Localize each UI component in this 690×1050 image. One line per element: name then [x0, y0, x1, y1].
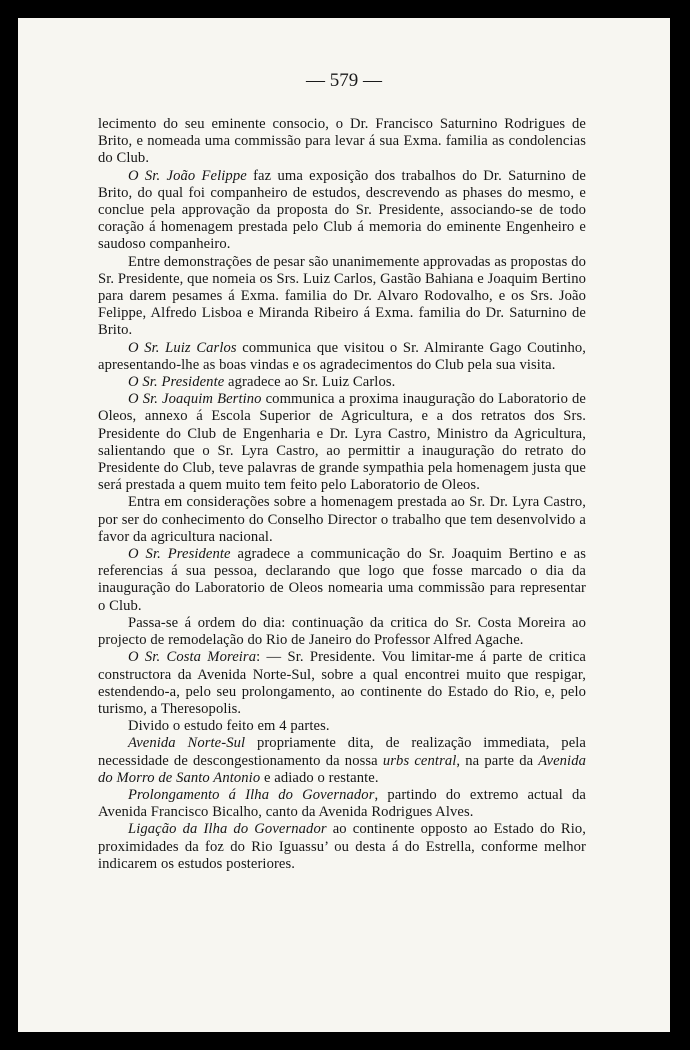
italic-run: O Sr. Costa Moreira	[128, 649, 257, 666]
italic-run: Prolongamento á Ilha do Governador	[128, 786, 375, 803]
paragraph	[98, 340, 586, 374]
paragraph	[98, 821, 586, 873]
paragraph	[98, 168, 586, 254]
text-run: faz uma exposição dos trabalhos do Dr. Saturnino de Brito, do qual foi companheiro de estudos, descrevendo as phases do mesmo, e conclue pela approvação da proposta do Sr. Presidente, associando-se de todo coração á homenagem prestada pelo Club á memoria do eminente Engenheiro e saudoso companheiro.	[98, 167, 586, 253]
italic-run: O Sr. Presidente	[128, 546, 231, 563]
paragraph	[98, 116, 586, 168]
text-run: agradece ao Sr. Luiz Carlos.	[224, 374, 396, 391]
italic-run: O Sr. João Felippe	[128, 167, 247, 184]
italic-run: O Sr. Luiz Carlos	[128, 339, 237, 356]
italic-run: O Sr. Joaquim Bertino	[128, 391, 262, 408]
body-text	[98, 116, 586, 873]
paragraph	[98, 254, 586, 340]
text-run: ao continente opposto ao Estado do Rio, proximidades da foz do Rio Iguassu’ ou desta á do Estrella, conforme melhor indicarem os estudos posteriores.	[98, 821, 586, 872]
italic-run: Ligação da Ilha do Governador	[128, 821, 327, 838]
italic-run: urbs central	[382, 752, 457, 769]
text-run: e adiado o restante.	[260, 769, 379, 786]
text-run: : — Sr. Presidente. Vou limitar-me á parte de critica constructora da Avenida Norte-Sul, sobre a qual encontrei muito que respigar, estendendo-a, pelo seu prolongamento, ao continente do Estado do Rio, e, pelo turismo, a Theresopolis.	[98, 649, 586, 717]
paragraph	[98, 787, 586, 821]
paragraph	[98, 374, 586, 391]
text-run: Entre demonstrações de pesar são unanimemente approvadas as propostas do Sr. Presidente, que nomeia os Srs. Luiz Carlos, Gastão Bahiana e Joaquim Bertino para darem pesames á Exma. familia do Dr. Alvaro Rodovalho, e os Srs. João Felippe, Alfredo Lisboa e Miranda Ribeiro á Exma. familia do Dr. Saturnino de Brito.	[98, 253, 586, 339]
text-run: agradece a communicação do Sr. Joaquim Bertino e as referencias á sua pessoa, declarando que logo que fosse marcado o dia da inauguração do Laboratorio de Oleos nomearia uma commissão para representar o Club.	[98, 546, 586, 614]
paragraph	[98, 735, 586, 787]
italic-run: Avenida do Morro de Santo Antonio	[98, 752, 587, 786]
text-run: communica a proxima inauguração do Laboratorio de Oleos, annexo á Escola Superior de Agricultura, e a dos retratos dos Srs. Presidente do Club de Engenharia e Dr. Lyra Castro, Ministro da Agricultura, salientando que o Sr. Lyra Castro, ao permittir a inauguração do retrato do Presidente do Club, teve palavras de grande sympathia pela homenagem justa que será prestada a quem muito tem feito pelo Laboratorio de Oleos.	[98, 391, 586, 494]
text-run: Divido o estudo feito em 4 partes.	[128, 718, 330, 735]
text-run: , partindo do extremo actual da Avenida Francisco Bicalho, canto da Avenida Rodrigues Alves.	[98, 786, 586, 821]
paragraph	[98, 649, 586, 718]
text-run: lecimento do seu eminente consocio, o Dr. Francisco Saturnino Rodrigues de Brito, e nomeada uma commissão para levar á sua Exma. familia as condolencias do Club.	[98, 116, 586, 167]
italic-run: Avenida Norte-Sul	[128, 735, 246, 752]
text-run: propriamente dita, de realização immediata, pela necessidade de descongestionamento da nossa	[98, 735, 587, 769]
text-run: Passa-se á ordem do dia: continuação da critica do Sr. Costa Moreira ao projecto de remodelação do Rio de Janeiro do Professor Alfred Agache.	[98, 614, 586, 649]
paragraph	[98, 391, 586, 494]
text-run: Entra em considerações sobre a homenagem prestada ao Sr. Dr. Lyra Castro, por ser do conhecimento do Conselho Director o trabalho que tem desenvolvido a favor da agricultura nacional.	[98, 494, 586, 545]
paragraph	[98, 718, 586, 735]
paragraph	[98, 615, 586, 649]
text-run: , na parte da	[456, 752, 539, 769]
text-run: communica que visitou o Sr. Almirante Gago Coutinho, apresentando-lhe as boas vindas e os agradecimentos do Club pela sua visita.	[98, 339, 586, 373]
paragraph	[98, 494, 586, 546]
scanned-page	[18, 18, 670, 1032]
page-number: — 579 —	[306, 70, 382, 91]
italic-run: O Sr. Presidente	[128, 374, 225, 391]
paragraph	[98, 546, 586, 615]
